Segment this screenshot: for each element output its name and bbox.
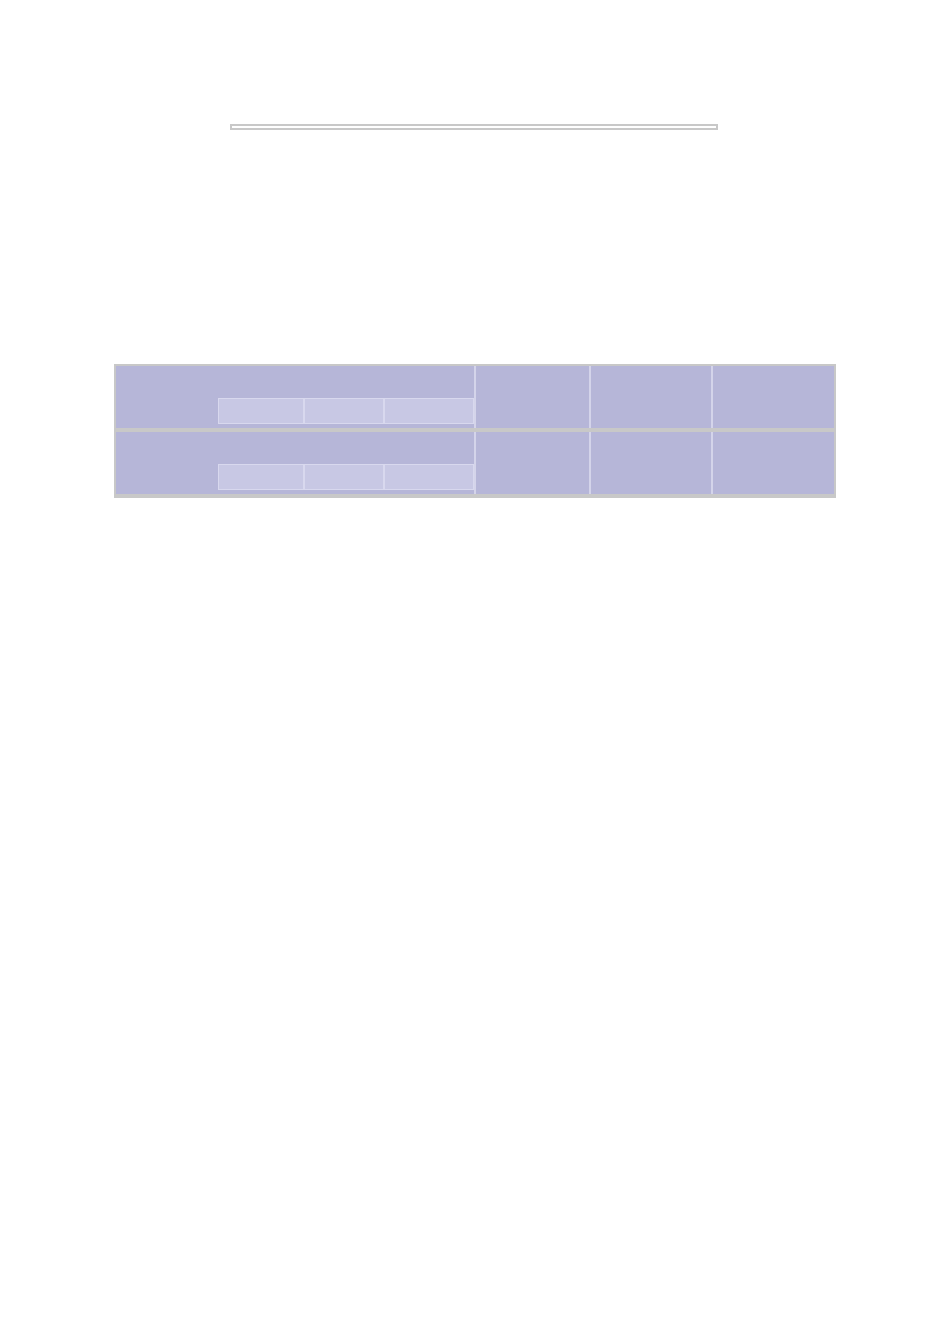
header-b (218, 464, 304, 490)
header-r (384, 398, 474, 424)
channel-steel-table (230, 124, 718, 130)
header-r (384, 464, 474, 490)
table-header (116, 364, 834, 430)
header-b (218, 398, 304, 424)
header-d (304, 398, 384, 424)
header-d (304, 464, 384, 490)
angle-steel-table (114, 364, 836, 498)
table-header-repeat (116, 430, 834, 496)
